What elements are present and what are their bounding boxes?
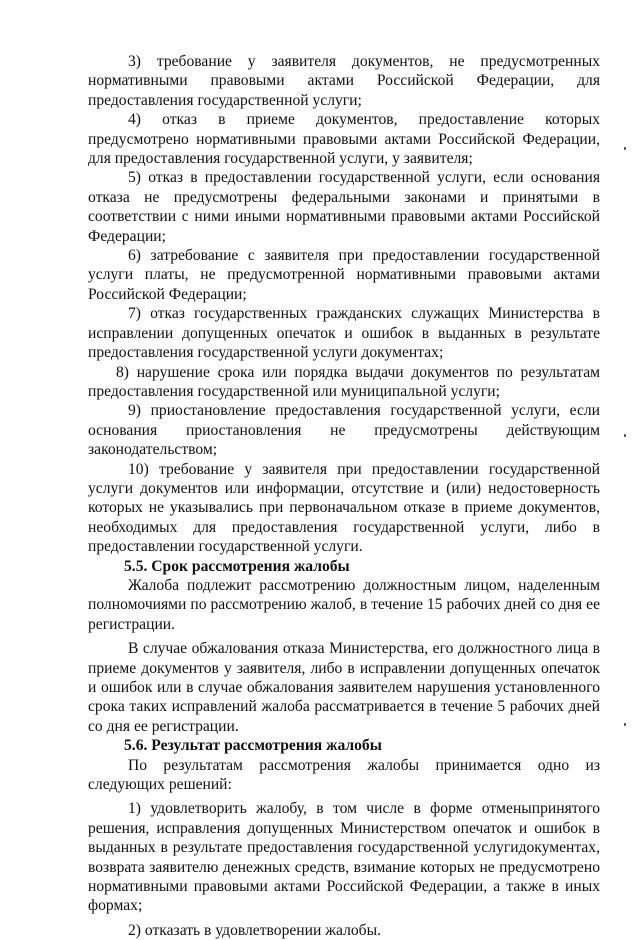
list-item-8: 8) нарушение срока или порядка выдачи документов по результатам предоставления государственной или муниципальной услуги;: [88, 363, 600, 400]
list-item-6: 6) затребование с заявителя при предоставлении государственной услуги платы, не предусмотренной нормативными правовыми актами Российской Федерации;: [88, 247, 600, 303]
section-5-6-heading: 5.6. Результат рассмотрения жалобы: [124, 737, 382, 755]
list-item-10: 10) требование у заявителя при предоставлении государственной услуги документов или информации, отсутствие и (или) недостоверность которых не указывались при первоначальном отказе в приеме документов, необходимых для предоставления государственной услуги, либо в предоставлении государственной услуги.: [88, 460, 600, 556]
scan-speck: [624, 147, 626, 150]
section-5-5-heading: 5.5. Срок рассмотрения жалобы: [124, 557, 350, 575]
scan-speck: [624, 723, 626, 726]
list-item-3: 3) требование у заявителя документов, не предусмотренных нормативными правовыми актами Российской Федерации, для предоставления государственной услуги;: [88, 53, 600, 109]
list-item-4: 4) отказ в приеме документов, предоставление которых предусмотрено нормативными правовыми актами Российской Федерации, для предоставления государственной услуги, у заявителя;: [88, 111, 600, 168]
decision-item-1: 1) удовлетворить жалобу, в том числе в форме отменыпринятого решения, исправления допущенных Министерством опечаток и ошибок в выданных в результате предоставления государственной услугидокументах, возврата заявителю денежных средств, взимание которых не предусмотрено нормативными правовыми актами Российской Федерации, а также в иных формах;: [88, 800, 600, 915]
section-5-5-paragraph: В случае обжалования отказа Министерства, его должностного лица в приеме документов у заявителя, либо в исправлении допущенных опечаток и ошибок или в случае обжалования заявителем нарушения установленного срока таких исправлений жалоба рассматривается в течение 5 рабочих дней со дня ее регистрации.: [88, 640, 600, 735]
document-page: [88, 52, 600, 940]
section-5-6-intro: По результатам рассмотрения жалобы принимается одно из следующих решений:: [88, 756, 600, 794]
list-item-5: 5) отказ в предоставлении государственной услуги, если основания отказа не предусмотрены федеральными законами и принятыми в соответствии с ними иными нормативными правовыми актами Российской Федерации;: [88, 169, 600, 245]
section-5-5-paragraph: Жалоба подлежит рассмотрению должностным лицом, наделенным полномочиями по рассмотрению жалоб, в течение 15 рабочих дней со дня ее регистрации.: [88, 576, 600, 633]
scan-speck: [624, 434, 626, 437]
decision-item-2: 2) отказать в удовлетворении жалобы.: [128, 921, 381, 939]
list-item-7: 7) отказ государственных гражданских служащих Министерства в исправлении допущенных опечаток и ошибок в выданных в результате предоставления государственной услуги документах;: [88, 305, 600, 362]
list-item-9: 9) приостановление предоставления государственной услуги, если основания приостановления не предусмотрены действующим законодательством;: [88, 402, 600, 459]
